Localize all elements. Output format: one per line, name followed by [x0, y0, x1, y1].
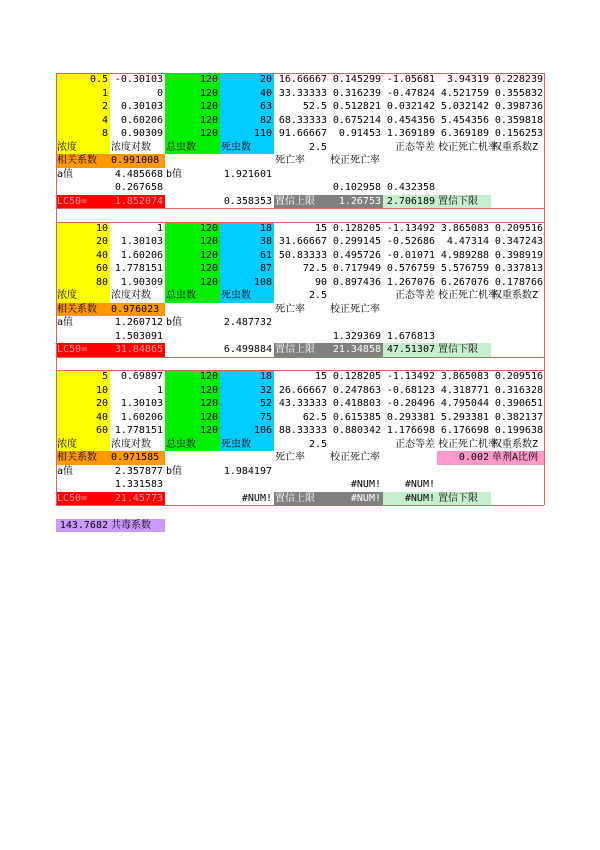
aux-value[interactable]: 0.102958	[332, 182, 381, 193]
a-label: a值	[57, 168, 74, 180]
data-cell[interactable]: 20	[56, 235, 110, 249]
data-cell[interactable]: 62.5	[302, 411, 327, 423]
data-cell[interactable]: -0.47824	[386, 87, 435, 99]
corr-value[interactable]: 0.976023	[110, 303, 165, 317]
data-cell[interactable]: -1.13492	[386, 371, 435, 382]
corr-label: 相关系数	[56, 451, 110, 465]
data-cell[interactable]: 0.199638	[494, 425, 543, 436]
data-cell[interactable]: -0.68123	[386, 384, 435, 396]
data-cell[interactable]: 120	[165, 249, 220, 263]
upper-limit-value[interactable]: 1.26753	[329, 195, 383, 209]
data-cell[interactable]: 106	[220, 424, 274, 438]
corrected-mortality-label: 校正死亡率	[330, 155, 380, 166]
block-border	[56, 370, 544, 371]
aux-value[interactable]: 1.331583	[114, 479, 163, 490]
data-cell[interactable]: -1.13492	[386, 222, 435, 234]
lower-limit-label: 置信下限	[437, 343, 491, 357]
data-cell[interactable]: 0.128205	[332, 222, 381, 234]
column-header: 死虫数	[220, 438, 274, 452]
a-value[interactable]: 1.260712	[114, 317, 163, 328]
data-cell[interactable]: 90	[314, 276, 327, 288]
a-label: a值	[57, 465, 74, 477]
data-cell[interactable]: 0.316328	[494, 384, 543, 396]
data-cell[interactable]: 31.66667	[278, 236, 327, 247]
data-cell[interactable]: 5.293381	[440, 411, 489, 423]
data-cell[interactable]: 91.66667	[278, 128, 327, 139]
upper-limit-value[interactable]: 21.34858	[329, 343, 383, 357]
column-header: 权重系数Z	[492, 438, 539, 450]
data-cell[interactable]: 0.247863	[332, 384, 381, 396]
data-cell[interactable]: -0.20496	[386, 398, 435, 409]
data-cell[interactable]: 88.33333	[278, 425, 327, 436]
column-header: 浓度	[56, 289, 110, 303]
data-cell[interactable]: 0.178766	[494, 276, 543, 288]
column-header: 总虫数	[165, 141, 220, 155]
data-cell[interactable]: 120	[165, 276, 220, 290]
co-toxicity-value[interactable]: 143.7682	[56, 519, 110, 533]
data-cell[interactable]: 18	[220, 370, 274, 384]
data-cell[interactable]: 0.382137	[494, 411, 543, 423]
column-header: 总虫数	[165, 438, 220, 452]
column-header: 权重系数Z	[492, 141, 539, 153]
data-cell[interactable]: 50.83333	[278, 249, 327, 261]
data-cell[interactable]: 0.347243	[494, 236, 543, 247]
upper-limit-label: 置信上限	[274, 195, 329, 209]
data-cell[interactable]: 16.66667	[278, 74, 327, 85]
data-cell[interactable]: 61	[220, 249, 274, 263]
data-cell[interactable]: 6.267076	[440, 276, 489, 288]
b-label: b值	[166, 168, 183, 180]
data-cell[interactable]: 1.30103	[120, 236, 163, 247]
data-cell[interactable]: 15	[314, 371, 327, 382]
data-cell[interactable]: 0.145299	[332, 74, 381, 85]
data-cell[interactable]: 43.33333	[278, 398, 327, 409]
data-cell[interactable]: 0.293381	[386, 411, 435, 423]
data-cell[interactable]: 72.5	[302, 263, 327, 274]
data-cell[interactable]: 120	[165, 87, 220, 101]
lc50-label: LC50=	[56, 195, 110, 209]
data-cell[interactable]: -0.01071	[386, 249, 435, 261]
upper-limit-label: 置信上限	[274, 492, 329, 506]
lower-limit-value[interactable]: 2.706189	[383, 195, 437, 209]
data-cell[interactable]: 40	[56, 249, 110, 263]
data-cell[interactable]: 0.675214	[332, 114, 381, 126]
data-cell[interactable]: 20	[220, 73, 274, 87]
data-cell[interactable]: 4.795044	[440, 398, 489, 409]
co-toxicity-label: 共毒系数	[110, 519, 165, 533]
data-cell[interactable]: 1.90309	[120, 276, 163, 288]
data-cell[interactable]: 0.316239	[332, 87, 381, 99]
data-cell[interactable]: 1.30103	[120, 398, 163, 409]
lc50-sd[interactable]: 6.499884	[223, 344, 272, 355]
data-cell[interactable]: 10	[56, 384, 110, 398]
data-cell[interactable]: 0.576759	[386, 263, 435, 274]
data-cell[interactable]: 120	[165, 262, 220, 276]
corrected-mortality-label: 校正死亡率	[330, 452, 380, 463]
data-cell[interactable]: 0.91453	[338, 128, 381, 139]
lower-limit-value[interactable]: #NUM!	[383, 492, 437, 506]
b-value[interactable]: 1.984197	[223, 465, 272, 477]
ratio-label: 单剂A比例	[491, 451, 545, 465]
upper-limit-label: 置信上限	[274, 343, 329, 357]
data-cell[interactable]: 4.989288	[440, 249, 489, 261]
data-cell[interactable]: 0.495726	[332, 249, 381, 261]
data-cell[interactable]: 120	[165, 370, 220, 384]
column-header: 总虫数	[165, 289, 220, 303]
data-cell[interactable]: 15	[314, 222, 327, 234]
data-cell[interactable]: 33.33333	[278, 87, 327, 99]
lc50-value[interactable]: 1.852074	[110, 195, 165, 209]
lower-limit-label: 置信下限	[437, 492, 491, 506]
column-header: 2.5	[308, 141, 327, 153]
corr-label: 相关系数	[56, 303, 110, 317]
data-cell[interactable]: 120	[165, 73, 220, 87]
data-cell[interactable]: 0.128205	[332, 371, 381, 382]
data-cell[interactable]: 32	[220, 384, 274, 398]
data-cell[interactable]: 3.94319	[446, 74, 489, 85]
data-cell[interactable]: 26.66667	[278, 384, 327, 396]
data-cell[interactable]: 52	[220, 397, 274, 411]
data-cell[interactable]: 0.418803	[332, 398, 381, 409]
data-cell[interactable]: 120	[165, 127, 220, 141]
data-cell[interactable]: 52.5	[302, 101, 327, 112]
b-value[interactable]: 2.487732	[223, 317, 272, 328]
upper-limit-value[interactable]: #NUM!	[329, 492, 383, 506]
b-label: b值	[166, 317, 183, 328]
data-cell[interactable]: 0.390651	[494, 398, 543, 409]
data-cell[interactable]: 3.865083	[440, 371, 489, 382]
data-cell[interactable]: 82	[220, 114, 274, 128]
data-cell[interactable]: 0.880342	[332, 425, 381, 436]
data-cell[interactable]: 5.576759	[440, 263, 489, 274]
data-cell[interactable]: 0.69897	[120, 371, 163, 382]
block-border	[56, 505, 544, 506]
data-cell[interactable]: 5.454356	[440, 114, 489, 126]
data-cell[interactable]: 0.359818	[494, 114, 543, 126]
data-cell[interactable]: 0.398736	[494, 101, 543, 112]
data-cell[interactable]: 80	[56, 276, 110, 290]
column-header: 正态等差	[395, 438, 435, 450]
a-value[interactable]: 4.485668	[114, 168, 163, 180]
column-header: 2.5	[308, 290, 327, 301]
data-cell[interactable]: 120	[165, 411, 220, 425]
data-cell[interactable]: -1.05681	[386, 74, 435, 85]
data-cell[interactable]: 63	[220, 100, 274, 114]
data-cell[interactable]: 40	[56, 411, 110, 425]
data-cell[interactable]: 20	[56, 397, 110, 411]
data-cell[interactable]: 0	[156, 87, 163, 99]
sheet-edge	[544, 73, 545, 505]
aux-value[interactable]: 0.267658	[114, 182, 163, 193]
data-cell[interactable]: 40	[220, 87, 274, 101]
b-label: b值	[166, 465, 183, 477]
data-cell[interactable]: 75	[220, 411, 274, 425]
data-cell[interactable]: 0.398919	[494, 249, 543, 261]
data-cell[interactable]: 0.5	[56, 73, 110, 87]
data-cell[interactable]: 38	[220, 235, 274, 249]
column-header: 浓度对数	[111, 290, 151, 301]
a-label: a值	[57, 317, 74, 328]
column-header: 浓度	[56, 141, 110, 155]
data-cell[interactable]: 60	[56, 424, 110, 438]
corr-value[interactable]: 0.971585	[110, 451, 165, 465]
mortality-label: 死亡率	[275, 155, 305, 166]
column-header: 正态等差	[395, 290, 435, 301]
data-cell[interactable]: 68.33333	[278, 114, 327, 126]
data-cell[interactable]: 108	[220, 276, 274, 290]
aux-value[interactable]: #NUM!	[350, 479, 381, 490]
data-cell[interactable]: 120	[165, 100, 220, 114]
data-cell[interactable]: 6.369189	[440, 128, 489, 139]
sheet-edge	[56, 73, 57, 505]
aux-value[interactable]: 1.676813	[386, 330, 435, 342]
column-header: 浓度对数	[111, 438, 151, 450]
column-header: 死虫数	[220, 141, 274, 155]
data-cell[interactable]: 1.176698	[386, 425, 435, 436]
block-border	[56, 222, 544, 223]
data-cell[interactable]: 1	[56, 87, 110, 101]
data-cell[interactable]: 1	[156, 384, 163, 396]
data-cell[interactable]: -0.30103	[114, 74, 163, 85]
corr-value[interactable]: 0.991008	[110, 154, 165, 168]
aux-value[interactable]: #NUM!	[404, 479, 435, 490]
data-cell[interactable]: 0.454356	[386, 114, 435, 126]
data-cell[interactable]: 2	[56, 100, 110, 114]
corr-label: 相关系数	[56, 154, 110, 168]
data-cell[interactable]: 1.778151	[114, 263, 163, 274]
column-header: 浓度对数	[111, 141, 151, 153]
data-cell[interactable]: 0.337813	[494, 263, 543, 274]
column-header: 校正死亡机率	[438, 290, 498, 301]
data-cell[interactable]: 0.90309	[120, 128, 163, 139]
column-header: 死虫数	[220, 289, 274, 303]
data-cell[interactable]: 0.032142	[386, 101, 435, 112]
data-cell[interactable]: 0.228239	[494, 74, 543, 85]
data-cell[interactable]: 1.369189	[386, 128, 435, 139]
column-header: 校正死亡机率	[438, 141, 498, 153]
lc50-label: LC50=	[56, 492, 110, 506]
data-cell[interactable]: 87	[220, 262, 274, 276]
data-cell[interactable]: 120	[165, 222, 220, 236]
lc50-value[interactable]: 31.84865	[110, 343, 165, 357]
lower-limit-label: 置信下限	[437, 195, 491, 209]
aux-value[interactable]: 0.432358	[386, 182, 435, 193]
lc50-label: LC50=	[56, 343, 110, 357]
data-cell[interactable]: 8	[56, 127, 110, 141]
data-cell[interactable]: 5	[56, 370, 110, 384]
data-cell[interactable]: 5.032142	[440, 101, 489, 112]
data-cell[interactable]: 4	[56, 114, 110, 128]
corrected-mortality-label: 校正死亡率	[330, 303, 380, 315]
data-cell[interactable]: 120	[165, 424, 220, 438]
lc50-sd[interactable]: 0.358353	[223, 195, 272, 207]
lower-limit-value[interactable]: 47.51307	[383, 343, 437, 357]
column-header: 浓度	[56, 438, 110, 452]
data-cell[interactable]: 120	[165, 114, 220, 128]
column-header: 2.5	[308, 438, 327, 450]
ratio-value[interactable]: 0.002	[437, 451, 491, 465]
lc50-sd[interactable]: #NUM!	[241, 492, 272, 504]
data-cell[interactable]: 6.176698	[440, 425, 489, 436]
data-cell[interactable]: 1.60206	[120, 249, 163, 261]
data-cell[interactable]: 0.30103	[120, 101, 163, 112]
data-cell[interactable]: 1.267076	[386, 276, 435, 288]
column-header: 校正死亡机率	[438, 438, 498, 450]
aux-value[interactable]: 1.503091	[114, 330, 163, 342]
data-cell[interactable]: 0.717949	[332, 263, 381, 274]
mortality-label: 死亡率	[275, 452, 305, 463]
data-cell[interactable]: 0.897436	[332, 276, 381, 288]
data-cell[interactable]: 120	[165, 235, 220, 249]
block-border	[56, 357, 544, 358]
data-cell[interactable]: 110	[220, 127, 274, 141]
lc50-value[interactable]: 21.45773	[110, 492, 165, 506]
block-border	[56, 208, 544, 209]
data-cell[interactable]: 60	[56, 262, 110, 276]
data-cell[interactable]: -0.52686	[386, 236, 435, 247]
data-cell[interactable]: 1	[156, 222, 163, 234]
data-cell[interactable]: 0.60206	[120, 114, 163, 126]
data-cell[interactable]: 10	[56, 222, 110, 236]
data-cell[interactable]: 3.865083	[440, 222, 489, 234]
data-cell[interactable]: 0.512821	[332, 101, 381, 112]
a-value[interactable]: 2.357877	[114, 465, 163, 477]
data-cell[interactable]: 120	[165, 397, 220, 411]
data-cell[interactable]: 0.615385	[332, 411, 381, 423]
data-cell[interactable]: 4.47314	[446, 236, 489, 247]
data-cell[interactable]: 0.355832	[494, 87, 543, 99]
data-cell[interactable]: 1.60206	[120, 411, 163, 423]
data-cell[interactable]: 1.778151	[114, 425, 163, 436]
data-cell[interactable]: 4.521759	[440, 87, 489, 99]
b-value[interactable]: 1.921601	[223, 168, 272, 180]
data-cell[interactable]: 120	[165, 384, 220, 398]
data-cell[interactable]: 18	[220, 222, 274, 236]
data-cell[interactable]: 4.318771	[440, 384, 489, 396]
aux-value[interactable]: 1.329369	[332, 330, 381, 342]
data-cell[interactable]: 0.209516	[494, 222, 543, 234]
column-header: 权重系数Z	[492, 290, 539, 301]
block-border	[56, 73, 544, 74]
data-cell[interactable]: 0.299145	[332, 236, 381, 247]
data-cell[interactable]: 0.156253	[494, 128, 543, 139]
mortality-label: 死亡率	[275, 303, 305, 315]
column-header: 正态等差	[395, 141, 435, 153]
data-cell[interactable]: 0.209516	[494, 371, 543, 382]
